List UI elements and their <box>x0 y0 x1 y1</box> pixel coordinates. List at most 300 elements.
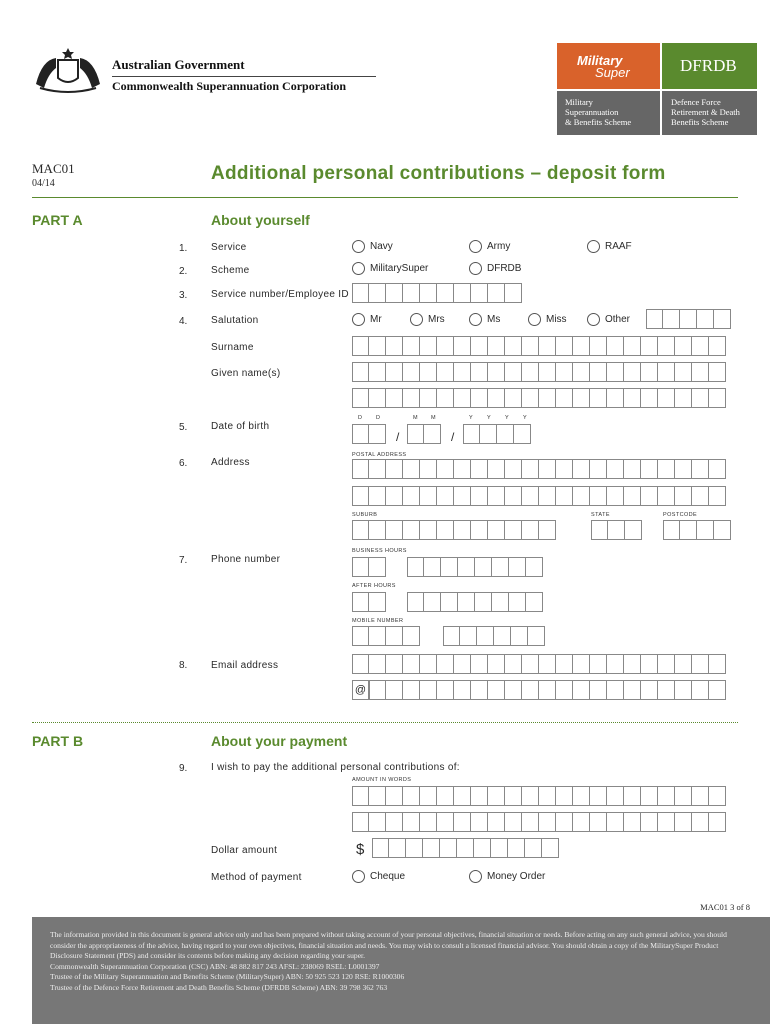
char-box[interactable] <box>458 592 475 612</box>
payment-money-order-radio[interactable] <box>469 870 545 883</box>
char-box[interactable] <box>437 388 454 408</box>
char-box[interactable] <box>692 336 709 356</box>
char-box[interactable] <box>709 388 726 408</box>
char-box[interactable] <box>714 520 731 540</box>
char-box[interactable] <box>407 592 424 612</box>
char-box[interactable] <box>386 459 403 479</box>
char-box[interactable] <box>556 486 573 506</box>
char-box[interactable] <box>697 520 714 540</box>
char-box[interactable] <box>403 654 420 674</box>
service-army-radio[interactable] <box>469 240 510 253</box>
char-box[interactable] <box>454 786 471 806</box>
char-box[interactable] <box>352 786 369 806</box>
char-box[interactable] <box>471 812 488 832</box>
char-box[interactable] <box>573 388 590 408</box>
char-box[interactable] <box>539 336 556 356</box>
given-names-field-1[interactable] <box>352 362 726 382</box>
char-box[interactable] <box>522 362 539 382</box>
char-box[interactable] <box>389 838 406 858</box>
char-box[interactable] <box>505 486 522 506</box>
char-box[interactable] <box>590 486 607 506</box>
char-box[interactable] <box>539 486 556 506</box>
char-box[interactable] <box>692 812 709 832</box>
char-box[interactable] <box>440 838 457 858</box>
char-box[interactable] <box>437 362 454 382</box>
char-box[interactable] <box>369 362 386 382</box>
char-box[interactable] <box>423 838 440 858</box>
char-box[interactable] <box>522 680 539 700</box>
char-box[interactable] <box>607 680 624 700</box>
char-box[interactable] <box>420 388 437 408</box>
char-box[interactable] <box>386 520 403 540</box>
char-box[interactable] <box>454 336 471 356</box>
service-raaf-radio[interactable] <box>587 240 632 253</box>
email-field-1[interactable] <box>352 654 726 674</box>
char-box[interactable] <box>471 362 488 382</box>
char-box[interactable] <box>403 486 420 506</box>
char-box[interactable] <box>475 592 492 612</box>
char-box[interactable] <box>369 557 386 577</box>
char-box[interactable] <box>406 838 423 858</box>
char-box[interactable] <box>675 786 692 806</box>
char-box[interactable] <box>386 283 403 303</box>
char-box[interactable] <box>573 680 590 700</box>
char-box[interactable] <box>539 654 556 674</box>
char-box[interactable] <box>369 812 386 832</box>
char-box[interactable] <box>539 812 556 832</box>
char-box[interactable] <box>675 388 692 408</box>
char-box[interactable] <box>658 388 675 408</box>
char-box[interactable] <box>709 680 726 700</box>
payment-cheque-radio[interactable] <box>352 870 405 883</box>
char-box[interactable] <box>675 336 692 356</box>
char-box[interactable] <box>675 486 692 506</box>
char-box[interactable] <box>556 680 573 700</box>
char-box[interactable] <box>607 486 624 506</box>
char-box[interactable] <box>352 424 369 444</box>
char-box[interactable] <box>692 459 709 479</box>
char-box[interactable] <box>420 786 437 806</box>
char-box[interactable] <box>658 654 675 674</box>
char-box[interactable] <box>386 812 403 832</box>
char-box[interactable] <box>624 459 641 479</box>
char-box[interactable] <box>624 362 641 382</box>
dollar-amount-field[interactable] <box>372 838 559 858</box>
char-box[interactable] <box>505 459 522 479</box>
char-box[interactable] <box>352 520 369 540</box>
char-box[interactable] <box>590 680 607 700</box>
char-box[interactable] <box>403 283 420 303</box>
char-box[interactable] <box>403 626 420 646</box>
char-box[interactable] <box>658 459 675 479</box>
char-box[interactable] <box>573 459 590 479</box>
char-box[interactable] <box>369 459 386 479</box>
char-box[interactable] <box>522 520 539 540</box>
char-box[interactable] <box>471 459 488 479</box>
after-phone-field[interactable] <box>407 592 543 612</box>
char-box[interactable] <box>437 486 454 506</box>
char-box[interactable] <box>607 388 624 408</box>
char-box[interactable] <box>697 309 714 329</box>
char-box[interactable] <box>420 520 437 540</box>
char-box[interactable] <box>590 459 607 479</box>
char-box[interactable] <box>407 557 424 577</box>
char-box[interactable] <box>420 283 437 303</box>
char-box[interactable] <box>471 388 488 408</box>
after-area-code-field[interactable] <box>352 592 386 612</box>
char-box[interactable] <box>607 654 624 674</box>
char-box[interactable] <box>471 283 488 303</box>
char-box[interactable] <box>607 812 624 832</box>
char-box[interactable] <box>709 336 726 356</box>
char-box[interactable] <box>352 557 369 577</box>
char-box[interactable] <box>522 654 539 674</box>
dob-day-field[interactable] <box>352 424 386 444</box>
char-box[interactable] <box>590 336 607 356</box>
char-box[interactable] <box>420 459 437 479</box>
char-box[interactable] <box>624 388 641 408</box>
char-box[interactable] <box>369 486 386 506</box>
char-box[interactable] <box>386 336 403 356</box>
char-box[interactable] <box>492 592 509 612</box>
char-box[interactable] <box>641 362 658 382</box>
char-box[interactable] <box>573 654 590 674</box>
char-box[interactable] <box>424 557 441 577</box>
char-box[interactable] <box>505 786 522 806</box>
char-box[interactable] <box>505 283 522 303</box>
char-box[interactable] <box>454 283 471 303</box>
char-box[interactable] <box>509 557 526 577</box>
char-box[interactable] <box>454 520 471 540</box>
char-box[interactable] <box>624 336 641 356</box>
mobile-number-field[interactable] <box>443 626 545 646</box>
char-box[interactable] <box>352 459 369 479</box>
char-box[interactable] <box>514 424 531 444</box>
char-box[interactable] <box>488 680 505 700</box>
char-box[interactable] <box>646 309 663 329</box>
char-box[interactable] <box>475 557 492 577</box>
char-box[interactable] <box>556 654 573 674</box>
char-box[interactable] <box>625 520 642 540</box>
postal-address-field-1[interactable] <box>352 459 726 479</box>
char-box[interactable] <box>658 812 675 832</box>
char-box[interactable] <box>369 388 386 408</box>
char-box[interactable] <box>443 626 460 646</box>
char-box[interactable] <box>573 812 590 832</box>
char-box[interactable] <box>403 336 420 356</box>
char-box[interactable] <box>590 388 607 408</box>
char-box[interactable] <box>437 520 454 540</box>
char-box[interactable] <box>607 786 624 806</box>
char-box[interactable] <box>369 424 386 444</box>
char-box[interactable] <box>369 680 386 700</box>
char-box[interactable] <box>505 520 522 540</box>
char-box[interactable] <box>454 362 471 382</box>
char-box[interactable] <box>709 654 726 674</box>
char-box[interactable] <box>437 812 454 832</box>
char-box[interactable] <box>488 388 505 408</box>
char-box[interactable] <box>505 388 522 408</box>
char-box[interactable] <box>556 362 573 382</box>
char-box[interactable] <box>403 812 420 832</box>
char-box[interactable] <box>692 486 709 506</box>
char-box[interactable] <box>522 786 539 806</box>
char-box[interactable] <box>709 812 726 832</box>
suburb-field[interactable] <box>352 520 556 540</box>
char-box[interactable] <box>508 838 525 858</box>
char-box[interactable] <box>556 812 573 832</box>
char-box[interactable] <box>573 486 590 506</box>
char-box[interactable] <box>386 486 403 506</box>
char-box[interactable] <box>692 786 709 806</box>
char-box[interactable] <box>488 486 505 506</box>
char-box[interactable] <box>471 786 488 806</box>
char-box[interactable] <box>525 838 542 858</box>
char-box[interactable] <box>471 654 488 674</box>
char-box[interactable] <box>491 838 508 858</box>
char-box[interactable] <box>526 557 543 577</box>
char-box[interactable] <box>556 388 573 408</box>
char-box[interactable] <box>420 486 437 506</box>
char-box[interactable] <box>403 459 420 479</box>
char-box[interactable] <box>497 424 514 444</box>
char-box[interactable] <box>590 786 607 806</box>
char-box[interactable] <box>352 486 369 506</box>
char-box[interactable] <box>675 654 692 674</box>
char-box[interactable] <box>420 336 437 356</box>
char-box[interactable] <box>386 654 403 674</box>
char-box[interactable] <box>471 520 488 540</box>
char-box[interactable] <box>352 812 369 832</box>
char-box[interactable] <box>641 336 658 356</box>
char-box[interactable] <box>663 309 680 329</box>
char-box[interactable] <box>641 812 658 832</box>
char-box[interactable] <box>352 592 369 612</box>
char-box[interactable] <box>403 362 420 382</box>
char-box[interactable] <box>403 520 420 540</box>
char-box[interactable] <box>505 362 522 382</box>
state-field[interactable] <box>591 520 642 540</box>
char-box[interactable] <box>680 520 697 540</box>
char-box[interactable] <box>624 812 641 832</box>
char-box[interactable] <box>658 362 675 382</box>
char-box[interactable] <box>505 336 522 356</box>
surname-field[interactable] <box>352 336 726 356</box>
char-box[interactable] <box>692 680 709 700</box>
char-box[interactable] <box>460 626 477 646</box>
char-box[interactable] <box>437 680 454 700</box>
char-box[interactable] <box>590 812 607 832</box>
char-box[interactable] <box>709 786 726 806</box>
salutation-ms-radio[interactable] <box>469 313 500 326</box>
char-box[interactable] <box>420 654 437 674</box>
char-box[interactable] <box>675 459 692 479</box>
amount-words-field-2[interactable] <box>352 812 726 832</box>
char-box[interactable] <box>641 654 658 674</box>
char-box[interactable] <box>641 459 658 479</box>
char-box[interactable] <box>539 388 556 408</box>
char-box[interactable] <box>488 654 505 674</box>
char-box[interactable] <box>641 680 658 700</box>
char-box[interactable] <box>624 486 641 506</box>
char-box[interactable] <box>522 336 539 356</box>
char-box[interactable] <box>471 680 488 700</box>
char-box[interactable] <box>437 459 454 479</box>
char-box[interactable] <box>407 424 424 444</box>
char-box[interactable] <box>522 388 539 408</box>
scheme-dfrdb-radio[interactable] <box>469 262 521 275</box>
char-box[interactable] <box>352 388 369 408</box>
char-box[interactable] <box>437 336 454 356</box>
salutation-other-radio[interactable] <box>587 313 630 326</box>
char-box[interactable] <box>526 592 543 612</box>
char-box[interactable] <box>352 654 369 674</box>
char-box[interactable] <box>590 654 607 674</box>
char-box[interactable] <box>658 680 675 700</box>
char-box[interactable] <box>709 459 726 479</box>
char-box[interactable] <box>658 786 675 806</box>
char-box[interactable] <box>454 654 471 674</box>
char-box[interactable] <box>386 626 403 646</box>
char-box[interactable] <box>692 388 709 408</box>
postal-address-field-2[interactable] <box>352 486 726 506</box>
char-box[interactable] <box>437 283 454 303</box>
postcode-field[interactable] <box>663 520 731 540</box>
char-box[interactable] <box>692 362 709 382</box>
char-box[interactable] <box>488 520 505 540</box>
char-box[interactable] <box>352 336 369 356</box>
char-box[interactable] <box>663 520 680 540</box>
char-box[interactable] <box>424 592 441 612</box>
salutation-miss-radio[interactable] <box>528 313 567 326</box>
char-box[interactable] <box>437 654 454 674</box>
char-box[interactable] <box>607 459 624 479</box>
char-box[interactable] <box>386 786 403 806</box>
char-box[interactable] <box>480 424 497 444</box>
scheme-militarysuper-radio[interactable] <box>352 262 428 275</box>
char-box[interactable] <box>441 592 458 612</box>
char-box[interactable] <box>492 557 509 577</box>
char-box[interactable] <box>488 362 505 382</box>
char-box[interactable] <box>624 786 641 806</box>
char-box[interactable] <box>556 786 573 806</box>
char-box[interactable] <box>488 812 505 832</box>
salutation-other-field[interactable] <box>646 309 731 329</box>
char-box[interactable] <box>573 336 590 356</box>
given-names-field-2[interactable] <box>352 388 726 408</box>
char-box[interactable] <box>454 812 471 832</box>
char-box[interactable] <box>477 626 494 646</box>
service-number-field[interactable] <box>352 283 522 303</box>
char-box[interactable] <box>369 786 386 806</box>
char-box[interactable] <box>369 520 386 540</box>
char-box[interactable] <box>369 654 386 674</box>
char-box[interactable] <box>454 680 471 700</box>
dob-month-field[interactable] <box>407 424 441 444</box>
char-box[interactable] <box>528 626 545 646</box>
char-box[interactable] <box>658 486 675 506</box>
char-box[interactable] <box>488 459 505 479</box>
char-box[interactable] <box>511 626 528 646</box>
char-box[interactable] <box>420 812 437 832</box>
char-box[interactable] <box>590 362 607 382</box>
char-box[interactable] <box>369 283 386 303</box>
char-box[interactable] <box>488 336 505 356</box>
mobile-prefix-field[interactable] <box>352 626 420 646</box>
char-box[interactable] <box>522 459 539 479</box>
char-box[interactable] <box>386 680 403 700</box>
char-box[interactable] <box>488 283 505 303</box>
char-box[interactable] <box>522 486 539 506</box>
char-box[interactable] <box>675 362 692 382</box>
char-box[interactable] <box>675 812 692 832</box>
char-box[interactable] <box>641 786 658 806</box>
char-box[interactable] <box>539 520 556 540</box>
char-box[interactable] <box>471 336 488 356</box>
char-box[interactable] <box>494 626 511 646</box>
char-box[interactable] <box>369 336 386 356</box>
char-box[interactable] <box>372 838 389 858</box>
char-box[interactable] <box>539 459 556 479</box>
business-phone-field[interactable] <box>407 557 543 577</box>
char-box[interactable] <box>441 557 458 577</box>
char-box[interactable] <box>386 388 403 408</box>
char-box[interactable] <box>680 309 697 329</box>
email-field-2[interactable] <box>369 680 726 700</box>
char-box[interactable] <box>714 309 731 329</box>
char-box[interactable] <box>463 424 480 444</box>
char-box[interactable] <box>352 362 369 382</box>
char-box[interactable] <box>369 592 386 612</box>
char-box[interactable] <box>624 654 641 674</box>
char-box[interactable] <box>458 557 475 577</box>
char-box[interactable] <box>505 680 522 700</box>
char-box[interactable] <box>420 680 437 700</box>
char-box[interactable] <box>573 786 590 806</box>
char-box[interactable] <box>709 362 726 382</box>
char-box[interactable] <box>352 283 369 303</box>
salutation-mrs-radio[interactable] <box>410 313 445 326</box>
char-box[interactable] <box>505 812 522 832</box>
char-box[interactable] <box>591 520 608 540</box>
char-box[interactable] <box>658 336 675 356</box>
char-box[interactable] <box>386 362 403 382</box>
char-box[interactable] <box>675 680 692 700</box>
char-box[interactable] <box>641 388 658 408</box>
char-box[interactable] <box>454 459 471 479</box>
char-box[interactable] <box>573 362 590 382</box>
dob-year-field[interactable] <box>463 424 531 444</box>
char-box[interactable] <box>607 362 624 382</box>
char-box[interactable] <box>474 838 491 858</box>
char-box[interactable] <box>369 626 386 646</box>
char-box[interactable] <box>454 388 471 408</box>
char-box[interactable] <box>352 626 369 646</box>
char-box[interactable] <box>424 424 441 444</box>
char-box[interactable] <box>539 680 556 700</box>
char-box[interactable] <box>420 362 437 382</box>
char-box[interactable] <box>522 812 539 832</box>
char-box[interactable] <box>709 486 726 506</box>
char-box[interactable] <box>403 680 420 700</box>
char-box[interactable] <box>437 786 454 806</box>
char-box[interactable] <box>624 680 641 700</box>
char-box[interactable] <box>457 838 474 858</box>
business-area-code-field[interactable] <box>352 557 386 577</box>
char-box[interactable] <box>539 786 556 806</box>
char-box[interactable] <box>692 654 709 674</box>
char-box[interactable] <box>403 388 420 408</box>
